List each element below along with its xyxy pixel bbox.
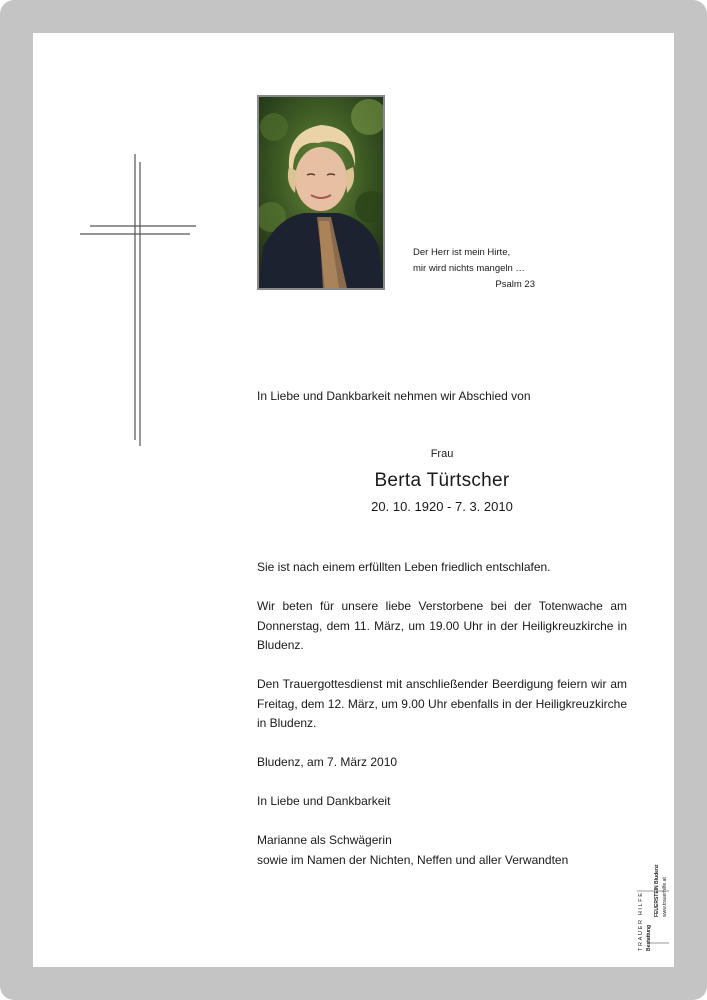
cross-icon (80, 154, 200, 450)
logo-brand: TRAUER HILFE (638, 891, 644, 951)
paragraph-peaceful: Sie ist nach einem erfüllten Leben friedlich entschlafen. (257, 560, 551, 574)
logo-website: www.trauerhilfe.at (662, 877, 668, 917)
deceased-name: Berta Türtscher (374, 470, 510, 491)
portrait-image (259, 97, 383, 288)
psalm-quote (413, 245, 535, 293)
portrait-photo (257, 95, 385, 290)
intro-text: In Liebe und Dankbarkeit nehmen wir Abschied von (257, 389, 531, 403)
paragraph-funeral: Den Trauergottesdienst mit anschließender Beerdigung feiern wir am Freitag, dem 12. März, um 9.00 Uhr ebenfalls in der Heiligkreuzkirche in Bludenz. (257, 677, 627, 730)
logo-company: FEUERSTEIN Bludenz (654, 864, 660, 917)
logo-service: Bestattung (646, 924, 652, 951)
obituary-sheet (33, 33, 674, 967)
funeral-home-logo (633, 853, 673, 953)
psalm-line-1: Der Herr ist mein Hirte, (413, 247, 511, 258)
signature-line-1: Marianne als Schwägerin (257, 833, 392, 847)
closing-line: In Liebe und Dankbarkeit (257, 794, 391, 808)
place-date: Bludenz, am 7. März 2010 (257, 755, 398, 769)
signature-line-2: sowie im Namen der Nichten, Neffen und aller Verwandten (257, 852, 569, 867)
obituary-body (257, 558, 627, 870)
psalm-reference: Psalm 23 (495, 279, 535, 290)
deceased-title: Frau (430, 448, 454, 460)
psalm-line-2: mir wird nichts mangeln … (413, 263, 525, 274)
paragraph-wake: Wir beten für unsere liebe Verstorbene bei der Totenwache am Donnerstag, dem 11. März, um 19.00 Uhr in der Heiligkreuzkirche in Bludenz. (257, 599, 627, 652)
life-dates: 20. 10. 1920 - 7. 3. 2010 (371, 499, 513, 514)
